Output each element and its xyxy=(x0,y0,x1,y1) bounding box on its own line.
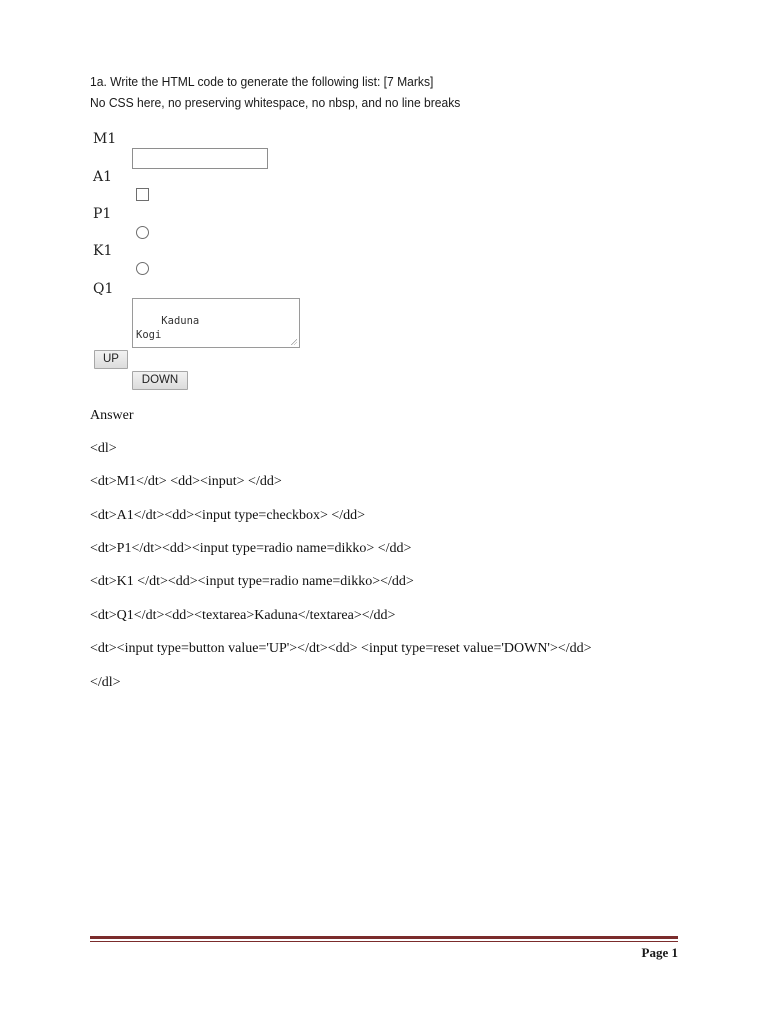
label-p1: P1 xyxy=(93,206,112,222)
code-line: <dt><input type=button value='UP'></dt><dd> <input type=reset value='DOWN'></dd> xyxy=(90,641,592,656)
checkbox[interactable] xyxy=(136,188,149,201)
label-a1: A1 xyxy=(93,169,113,185)
question-title: 1a. Write the HTML code to generate the following list: [7 Marks] xyxy=(90,74,434,89)
radio-button-p1[interactable] xyxy=(136,226,149,239)
code-line: <dt>Q1</dt><dd><textarea>Kaduna</textarea></dd> xyxy=(90,608,396,623)
text-input[interactable] xyxy=(132,148,268,169)
code-line: <dt>K1 </dt><dd><input type=radio name=dikko></dd> xyxy=(90,574,414,589)
code-line: <dt>M1</dt> <dd><input> </dd> xyxy=(90,474,282,489)
code-line: <dl> xyxy=(90,441,117,456)
page-number: Page 1 xyxy=(641,945,678,960)
code-line: </dl> xyxy=(90,675,121,690)
down-button[interactable]: DOWN xyxy=(132,371,188,390)
label-m1: M1 xyxy=(93,131,117,147)
textarea-value: Kaduna Kogi xyxy=(136,315,200,341)
code-line: <dt>A1</dt><dd><input type=checkbox> </dd> xyxy=(90,508,366,523)
answer-heading: Answer xyxy=(90,408,134,423)
footer-rule-thin xyxy=(90,941,678,942)
footer-rule xyxy=(90,936,678,939)
up-button[interactable]: UP xyxy=(94,350,128,369)
code-line: <dt>P1</dt><dd><input type=radio name=dikko> </dd> xyxy=(90,541,412,556)
radio-button-k1[interactable] xyxy=(136,262,149,275)
question-subtitle: No CSS here, no preserving whitespace, no nbsp, and no line breaks xyxy=(90,95,461,110)
label-q1: Q1 xyxy=(93,281,114,297)
label-k1: K1 xyxy=(93,243,113,259)
resize-grip-icon[interactable] xyxy=(290,338,297,345)
textarea[interactable] xyxy=(132,298,300,348)
